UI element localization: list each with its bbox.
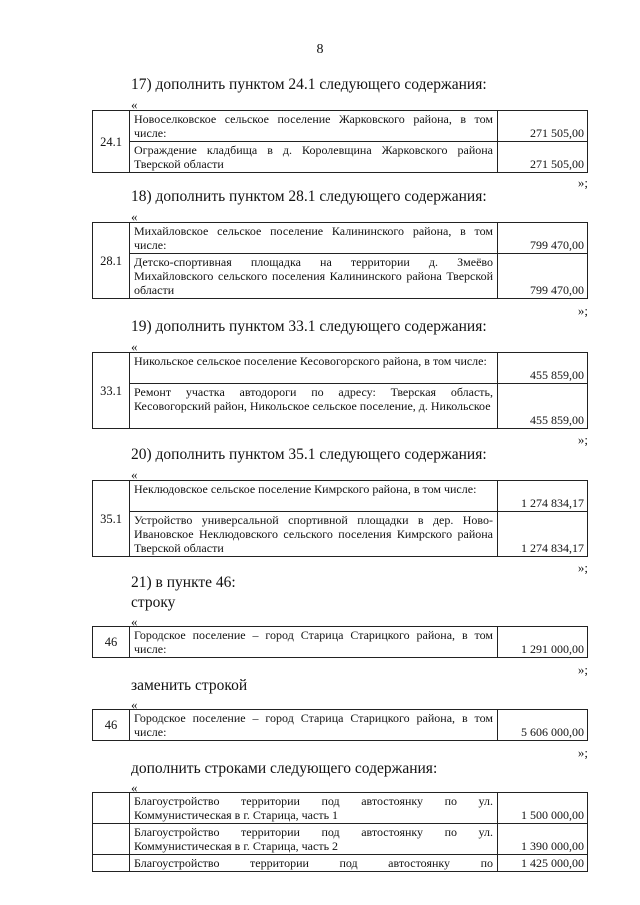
table-row (93, 384, 588, 429)
row-amount: 1 425 000,00 (498, 855, 588, 872)
section-17-heading: 17) дополнить пунктом 24.1 следующего содержания: (131, 76, 487, 93)
table-row (93, 710, 588, 741)
section-19-heading: 19) дополнить пунктом 33.1 следующего содержания: (131, 318, 487, 335)
quote-close: »; (577, 175, 588, 190)
row-number (93, 793, 130, 824)
section-20-table (92, 480, 588, 557)
row-amount: 455 859,00 (498, 384, 588, 429)
old-row-table (92, 626, 588, 658)
line-label: строку (131, 594, 176, 611)
row-name: Благоустройство территории под автостоянку по (130, 855, 498, 872)
quote-open: « (131, 614, 138, 629)
row-name: Устройство универсальной спортивной площадки в дер. Ново-Ивановское Неклюдовского сельского поселения Кимрского района Тверской области (130, 512, 498, 557)
table-row (93, 111, 588, 142)
row-amount: 1 291 000,00 (498, 627, 588, 658)
row-amount: 1 274 834,17 (498, 481, 588, 512)
table-row (93, 481, 588, 512)
quote-open: « (131, 97, 138, 112)
row-name: Детско-спортивная площадка на территории д. Змеёво Михайловского сельского поселения Калининского района Тверской области (130, 254, 498, 299)
row-name: Никольское сельское поселение Кесовогорского района, в том числе: (130, 353, 498, 384)
append-label: дополнить строками следующего содержания: (131, 760, 438, 777)
row-amount: 1 274 834,17 (498, 512, 588, 557)
row-amount: 271 505,00 (498, 111, 588, 142)
row-amount: 799 470,00 (498, 254, 588, 299)
table-row (93, 142, 588, 173)
table-row (93, 353, 588, 384)
row-number: 46 (93, 627, 130, 658)
row-name: Благоустройство территории под автостоянку по ул. Коммунистическая в г. Старица, часть 1 (130, 793, 498, 824)
row-number: 28.1 (93, 223, 130, 299)
replace-label: заменить строкой (131, 677, 248, 694)
quote-open: « (131, 467, 138, 482)
row-name: Неклюдовское сельское поселение Кимрского района, в том числе: (130, 481, 498, 512)
quote-open: « (131, 697, 138, 712)
quote-close: »; (577, 432, 588, 447)
row-amount: 799 470,00 (498, 223, 588, 254)
quote-open: « (131, 209, 138, 224)
new-row-table (92, 709, 588, 741)
row-amount: 1 390 000,00 (498, 824, 588, 855)
row-amount: 271 505,00 (498, 142, 588, 173)
table-row (93, 824, 588, 855)
append-rows-table (92, 792, 588, 872)
row-number: 33.1 (93, 353, 130, 429)
row-number (93, 824, 130, 855)
row-number (93, 855, 130, 872)
section-17-table (92, 110, 588, 173)
table-row (93, 855, 588, 872)
quote-close: »; (577, 745, 588, 760)
row-number: 24.1 (93, 111, 130, 173)
quote-close: »; (577, 303, 588, 318)
row-amount: 455 859,00 (498, 353, 588, 384)
row-name: Новоселковское сельское поселение Жарковского района, в том числе: (130, 111, 498, 142)
quote-close: »; (577, 560, 588, 575)
section-21-heading: 21) в пункте 46: (131, 574, 236, 591)
table-row (93, 793, 588, 824)
quote-open: « (131, 339, 138, 354)
row-name: Михайловское сельское поселение Калининского района, в том числе: (130, 223, 498, 254)
row-name: Городское поселение – город Старица Старицкого района, в том числе: (130, 627, 498, 658)
page-number: 8 (316, 42, 324, 57)
row-number: 46 (93, 710, 130, 741)
row-name: Ремонт участка автодороги по адресу: Тверская область, Кесовогорский район, Никольское сельское поселение, д. Никольское (130, 384, 498, 429)
row-number: 35.1 (93, 481, 130, 557)
section-18-heading: 18) дополнить пунктом 28.1 следующего содержания: (131, 188, 487, 205)
row-amount: 5 606 000,00 (498, 710, 588, 741)
row-amount: 1 500 000,00 (498, 793, 588, 824)
table-row (93, 223, 588, 254)
quote-open: « (131, 780, 138, 795)
section-20-heading: 20) дополнить пунктом 35.1 следующего содержания: (131, 446, 487, 463)
table-row (93, 512, 588, 557)
table-row (93, 254, 588, 299)
section-19-table (92, 352, 588, 429)
row-name: Городское поселение – город Старица Старицкого района, в том числе: (130, 710, 498, 741)
row-name: Благоустройство территории под автостоянку по ул. Коммунистическая в г. Старица, часть 2 (130, 824, 498, 855)
section-18-table (92, 222, 588, 299)
quote-close: »; (577, 662, 588, 677)
row-name: Ограждение кладбища в д. Королевщина Жарковского района Тверской области (130, 142, 498, 173)
table-row (93, 627, 588, 658)
